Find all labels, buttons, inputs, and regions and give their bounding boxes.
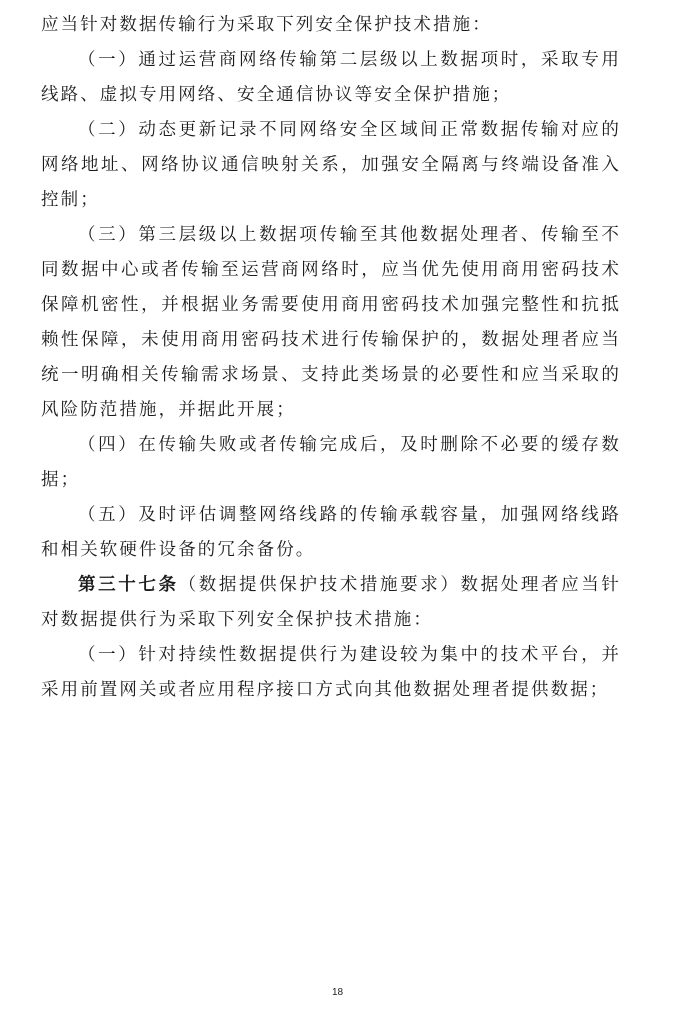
paragraph-text: （一）针对持续性数据提供行为建设较为集中的技术平台，并采用前置网关或者应用程序接口方式向其他数据处理者提供数据； [41, 645, 621, 700]
article-number: 第三十七条 [78, 575, 179, 595]
paragraph-article-37 [41, 568, 621, 638]
paragraph-item-4-cache-deletion [41, 428, 621, 498]
paragraph-text: （二）动态更新记录不同网络安全区域间正常数据传输对应的网络地址、网络协议通信映射关系，加强安全隔离与终端设备准入控制； [41, 120, 621, 210]
paragraph-text: （数据提供保护技术措施要求）数据处理者应当针对数据提供行为采取下列安全保护技术措施： [41, 575, 621, 630]
page-number: 18 [331, 987, 344, 998]
paragraph-text: （一）通过运营商网络传输第二层级以上数据项时，采取专用线路、虚拟专用网络、安全通信协议等安全保护措施； [41, 50, 621, 105]
paragraph-text: （五）及时评估调整网络线路的传输承载容量，加强网络线路和相关软硬件设备的冗余备份。 [41, 505, 621, 560]
paragraph-article-37-item-1 [41, 638, 621, 708]
paragraph-text: （三）第三层级以上数据项传输至其他数据处理者、传输至不同数据中心或者传输至运营商网络时，应当优先使用商用密码技术保障机密性，并根据业务需要使用商用密码技术加强完整性和抗抵赖性保障，未使用商用密码技术进行传输保护的，数据处理者应当统一明确相关传输需求场景、支持此类场景的必要性和应当采取的风险防范措施，并据此开展； [41, 225, 621, 420]
paragraph-text: 应当针对数据传输行为采取下列安全保护技术措施： [41, 15, 492, 35]
paragraph-item-5-capacity-backup [41, 498, 621, 568]
paragraph-item-2-address-mapping [41, 113, 621, 218]
paragraph-item-3-commercial-crypto [41, 218, 621, 428]
paragraph-text: （四）在传输失败或者传输完成后，及时删除不必要的缓存数据； [41, 435, 621, 490]
paragraph-item-1-carrier-network [41, 43, 621, 113]
paragraph-data-transmission-intro [41, 8, 621, 43]
